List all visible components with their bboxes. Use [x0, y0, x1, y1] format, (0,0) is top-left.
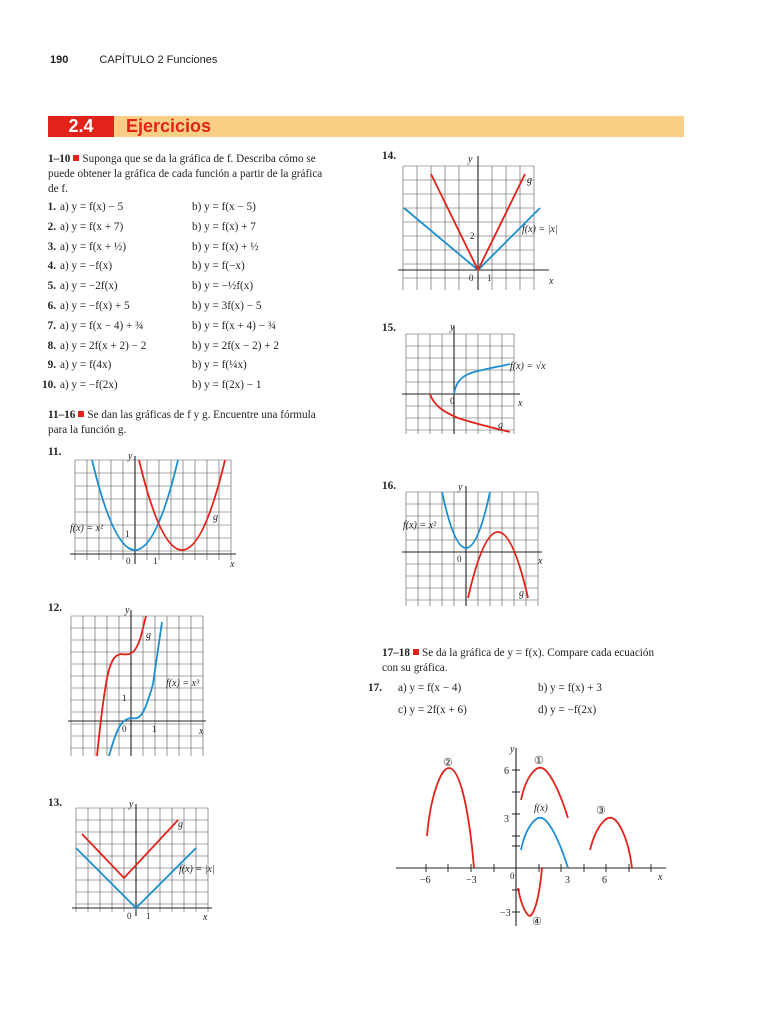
exercise-part-b: b) y = f(x − 5): [192, 201, 256, 213]
exercise-part-b: b) y = 3f(x) − 5: [192, 300, 262, 312]
chapter-title: CAPÍTULO 2 Funciones: [99, 54, 218, 66]
graph-17: [390, 740, 680, 930]
exercise-part-b: b) y = −½f(x): [192, 280, 254, 293]
graph-4-curve: [518, 868, 542, 916]
instructions-1-10: [48, 152, 348, 197]
exercise-number: 6.: [47, 300, 56, 312]
x-axis-label: x: [549, 276, 554, 287]
x-axis-label: x: [199, 726, 204, 737]
tick-y-3: 3: [504, 814, 509, 825]
problem-12-label: 12.: [48, 602, 62, 614]
exercise-part-a: a) y = f(x) − 5: [60, 201, 124, 213]
instruction-text: Se da la gráfica de y = f(x). Compare cada ecuación: [421, 647, 655, 659]
g-curve: [97, 616, 146, 756]
graph-16: [400, 484, 550, 612]
exercise-number: 4.: [47, 260, 56, 273]
y-axis-label: y: [450, 322, 455, 333]
origin-label: 0: [469, 273, 474, 283]
tick-x-neg6: −6: [420, 875, 431, 886]
exercise-part-a: a) y = −f(2x): [60, 379, 118, 392]
exercise-number: 3.: [47, 240, 56, 253]
instruction-text: de f.: [48, 183, 68, 195]
tick-2-y: 2: [470, 231, 475, 241]
x-axis-label: x: [203, 912, 208, 923]
circle-1-label: ①: [534, 755, 544, 767]
f-label: f(x) = x²: [403, 520, 437, 531]
x-axis-label: x: [538, 556, 543, 567]
tick-x-6: 6: [602, 875, 607, 886]
instructions-11-16: [48, 408, 348, 438]
exercise-number: 10.: [42, 379, 56, 392]
instruction-text: con su gráfica.: [382, 662, 448, 674]
origin-label: 0: [457, 554, 462, 564]
origin-label: 0: [127, 911, 132, 921]
g-label: g: [178, 819, 183, 830]
g-label: g: [519, 588, 524, 599]
tick-x-neg3: −3: [466, 875, 477, 886]
graph-14: [384, 152, 559, 292]
exercise-number: 17.: [368, 682, 382, 694]
y-axis-label: y: [510, 744, 515, 755]
exercise-part-a: a) y = −f(x) + 5: [60, 300, 130, 312]
exercise-part-a: a) y = −2f(x): [60, 280, 118, 293]
exercise-part-a: a) y = f(4x): [60, 359, 112, 372]
problem-15-label: 15.: [382, 322, 396, 334]
exercise-part-b: b) y = 2f(x − 2) + 2: [192, 339, 279, 352]
exercise-number: 8.: [47, 339, 56, 352]
y-axis-label: y: [128, 451, 133, 462]
circle-4-label: ④: [532, 916, 542, 928]
tick-y-6: 6: [504, 766, 509, 777]
graph-12: [66, 606, 206, 756]
tick-1-x: 1: [152, 724, 157, 734]
y-axis-label: y: [468, 154, 473, 165]
axes: [72, 804, 212, 916]
exercise-part-a: a) y = f(x − 4) + ¾: [60, 319, 144, 332]
problem-11-label: 11.: [48, 446, 62, 458]
exercise-part-a: a) y = −f(x): [60, 260, 113, 273]
g-label: g: [498, 420, 503, 431]
grid: [403, 166, 534, 290]
running-header: [50, 54, 217, 66]
tick-1-x: 1: [146, 911, 151, 921]
origin-label: 0: [122, 724, 127, 734]
f-label: f(x) = x³: [166, 678, 200, 689]
exercise-part-a: a) y = f(x + ½): [60, 240, 127, 253]
g-label: g: [527, 175, 532, 186]
square-bullet-icon: [413, 649, 419, 655]
f-label: f(x) = x²: [70, 523, 104, 534]
exercise-part-b: b) y = f(x) + 7: [192, 220, 256, 233]
problem-16-label: 16.: [382, 480, 396, 492]
square-bullet-icon: [78, 411, 84, 417]
f-curve: [454, 364, 510, 394]
exercise-part-a: a) y = f(x + 7): [60, 220, 124, 233]
tick-1-y: 1: [122, 693, 127, 703]
instructions-17-18: [382, 646, 702, 676]
y-axis-label: y: [129, 799, 134, 810]
exercise-17-d: d) y = −f(2x): [538, 704, 597, 716]
square-bullet-icon: [73, 155, 79, 161]
tick-x-3: 3: [565, 875, 570, 886]
range-label: 1–10: [48, 153, 71, 165]
exercise-part-b: b) y = f(−x): [192, 260, 245, 273]
f-curve: [521, 818, 568, 868]
g-label: g: [213, 512, 218, 523]
problem-13-label: 13.: [48, 797, 62, 809]
problem-14-label: 14.: [382, 150, 396, 162]
graph-13: [66, 800, 216, 925]
instruction-text: Se dan las gráficas de f y g. Encuentre una fórmula: [87, 409, 316, 421]
exercise-number: 1.: [47, 201, 56, 213]
exercise-part-a: a) y = 2f(x + 2) − 2: [60, 339, 147, 352]
f-label: f(x) = √x: [510, 361, 546, 372]
graph-15: [398, 322, 546, 437]
graph-3-curve: [590, 818, 632, 868]
y-axis-label: y: [458, 482, 463, 493]
exercise-17-c: c) y = 2f(x + 6): [398, 704, 467, 716]
y-axis-label: y: [125, 605, 130, 616]
page-number: 190: [50, 54, 69, 66]
section-number: 2.4: [48, 116, 114, 137]
exercise-number: 7.: [47, 319, 56, 332]
range-label: 11–16: [48, 409, 76, 421]
section-title: Ejercicios: [126, 116, 212, 136]
exercise-part-b: b) y = f(¼x): [192, 359, 247, 372]
circle-2-label: ②: [443, 757, 453, 769]
g-label: g: [146, 630, 151, 641]
circle-3-label: ③: [596, 805, 606, 817]
exercise-number: 9.: [47, 359, 56, 372]
exercise-17-a: a) y = f(x − 4): [398, 682, 462, 694]
exercise-number: 2.: [47, 220, 56, 233]
x-axis-label: x: [230, 559, 235, 570]
tick-y-neg3: −3: [500, 908, 511, 919]
x-axis-label: x: [518, 398, 523, 409]
tick-1-x: 1: [487, 273, 492, 283]
instruction-text: puede obtener la gráfica de cada función a partir de la gráfica: [48, 168, 323, 180]
tick-1-y: 1: [125, 529, 130, 539]
graph-11: [60, 450, 240, 570]
x-axis-label: x: [658, 872, 663, 883]
grid: [76, 808, 208, 912]
range-label: 17–18: [382, 647, 410, 659]
origin-label: 0: [510, 871, 515, 881]
origin-label: 0: [450, 396, 455, 406]
exercise-part-b: b) y = f(x) + ½: [192, 240, 259, 253]
origin-label: 0: [126, 556, 131, 566]
instruction-text: para la función g.: [48, 424, 127, 436]
exercise-17-b: b) y = f(x) + 3: [538, 682, 602, 694]
exercise-part-b: b) y = f(2x) − 1: [192, 379, 262, 392]
exercise-part-b: b) y = f(x + 4) − ¾: [192, 319, 277, 332]
section-band: [48, 116, 684, 137]
tick-1-x: 1: [153, 556, 158, 566]
f-label: f(x) = |x|: [522, 224, 558, 235]
f-label: f(x) = |x|: [179, 864, 215, 875]
exercise-number: 5.: [47, 280, 56, 293]
graph-2-curve: [427, 768, 474, 868]
f-label: f(x): [534, 803, 548, 814]
instruction-text: Suponga que se da la gráfica de f. Describa cómo se: [82, 153, 316, 165]
